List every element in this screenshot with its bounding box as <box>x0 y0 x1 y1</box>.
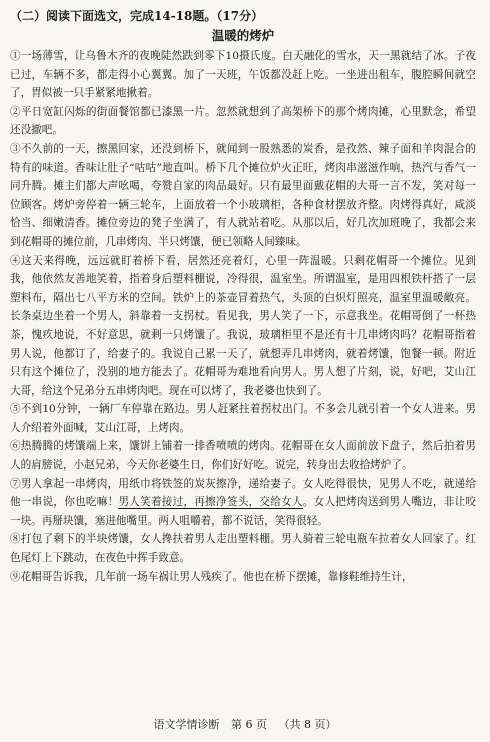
paragraph-p1 <box>10 47 476 103</box>
paragraph-p5 <box>10 400 476 437</box>
footer-page-number: 第 6 页 <box>231 718 267 731</box>
underlined-sentence: 男人笑着接过，再擦净签头，交给女人 <box>118 496 303 509</box>
paragraph-text: 。女人把烤肉送到男人嘴边，非让咬一块。再掰块馕，塞进他嘴里。两人咀嚼着，都不说话，笑得很轻。 <box>10 496 477 527</box>
footer-page-total: （共 8 页） <box>278 718 337 731</box>
paragraph-p4 <box>10 252 476 401</box>
paragraph-text: ⑥热腾腾的烤馕端上来，馕饼上铺着一排香喷喷的烤肉。花帽哥在女人面前放下盘子，然后拍着男人的肩膀说，小赵兄弟，今天你老婆生日，你们好好吃。说完，转身出去收拾烤炉了。 <box>10 440 476 472</box>
paragraph-text: ③不久前的一天，擦黑回家，还没到桥下，就闻到一股熟悉的炭香，是孜然、辣子面和羊肉混合的特有的味道。香味让肚子“咕咕”地直叫。桥下几个摊位炉火正旺，烤肉串滋滋作响，热汽与香气一同升腾。摊主们都大声吆喝，夸赞自家的肉品最好。只有最里面戴花帽的大哥一言不发，笑对每一位顾客。烤炉旁停着一辆三轮车，上面放着一个小玻璃柜，各种食材摆放齐整。肉烤得真好，咸淡恰当、细嫩清香。摊位旁边的凳子坐满了，有人就站着吃。从那以后，好几次加班晚了，我都会来到花帽哥的摊位前，几串烤肉、半只烤馕，便已领略人间臻味。 <box>10 142 476 248</box>
paragraph-text: ⑤不到10分钟，一辆厂车停靠在路边。男人赶紧拄着拐杖出门。不多会儿就引着一个女人进来。男人介绍着外面喊，艾山江哥，上烤肉。 <box>10 403 476 434</box>
paragraph-p2 <box>10 103 476 140</box>
section-header: （二）阅读下面选文，完成14-18题。（17分） <box>10 9 264 23</box>
paragraph-p8 <box>10 530 476 567</box>
paragraph-text: ④这天来得晚，远远就盯着桥下看，居然还亮着灯，心里一阵温暖。只剩花帽哥一个摊位。见到我，他依然友善地笑着，指着身后塑料棚说，冷得很，温室坐。所谓温室，是用四根铁杆搭了一层塑料布，隔出七八平方米的空间。铁炉上的茶壶冒着热气，头顶的白炽灯照亮，温室里温暖敞亮。长条桌边坐着一个男人，斜靠着一支拐杖。看见我，男人笑了一下，示意我坐。花帽哥倒了一杯热茶，愧疚地说，不好意思，就剩一只烤馕了。我说，玻璃柜里不是还有十几串烤肉吗？花帽哥指着男人说，他都订了，给妻子的。我说自己累一天了，就想弄几串烤肉，就着烤馕，饱餐一顿。附近只有这个摊位了，没别的地方能去了。花帽哥为难地看向男人。男人想了片刻，说，好吧，艾山江大哥，给这个兄弟分五串烤肉吧。现在可以烤了，我老婆也快到了。 <box>10 254 476 397</box>
paragraph-text: ⑨花帽哥告诉我，几年前一场车祸让男人残疾了。他也在桥下摆摊，靠修鞋维持生计， <box>10 570 413 583</box>
paragraph-text: ⑧打包了剩下的半块烤馕，女人搀扶着男人走出塑料棚。男人骑着三轮电瓶车拉着女人回家了。红色尾灯上下跳动，在夜色中挥手致意。 <box>10 533 476 565</box>
page-footer <box>0 716 490 732</box>
paragraph-p9 <box>10 568 476 587</box>
paragraph-p6 <box>10 437 476 474</box>
article-title: 温暖的烤炉 <box>211 28 275 43</box>
paragraph-p3 <box>10 140 476 252</box>
footer-subject: 语文学情诊断 <box>153 718 220 731</box>
paragraph-text: ⑦男人拿起一串烤肉，用纸巾将铁签的炭灰擦净，递给妻子。女人吃得很快，见男人不吃，就递给他一串说，你也吃嘛！ <box>10 477 476 509</box>
paragraph-text: ②平日宽缸闪烁的街面餐馆都已漆黑一片。忽然就想到了高架桥下的那个烤肉摊，心里默念，希望还没撤吧。 <box>10 105 476 137</box>
paragraph-p7 <box>10 475 476 531</box>
paragraph-text: ①一场薄雪，让乌鲁木齐的夜晚陡然跌到零下10摄氏度。白天融化的雪水，天一黑就结了冰。子夜已过，车辆不多，都走得小心翼翼。加了一天班，午饭都没赶上吃。一坐进出租车，腹腔瞬间就空了，胃似被一只手紧紧地揪着。 <box>10 50 476 100</box>
article-body <box>10 47 476 586</box>
